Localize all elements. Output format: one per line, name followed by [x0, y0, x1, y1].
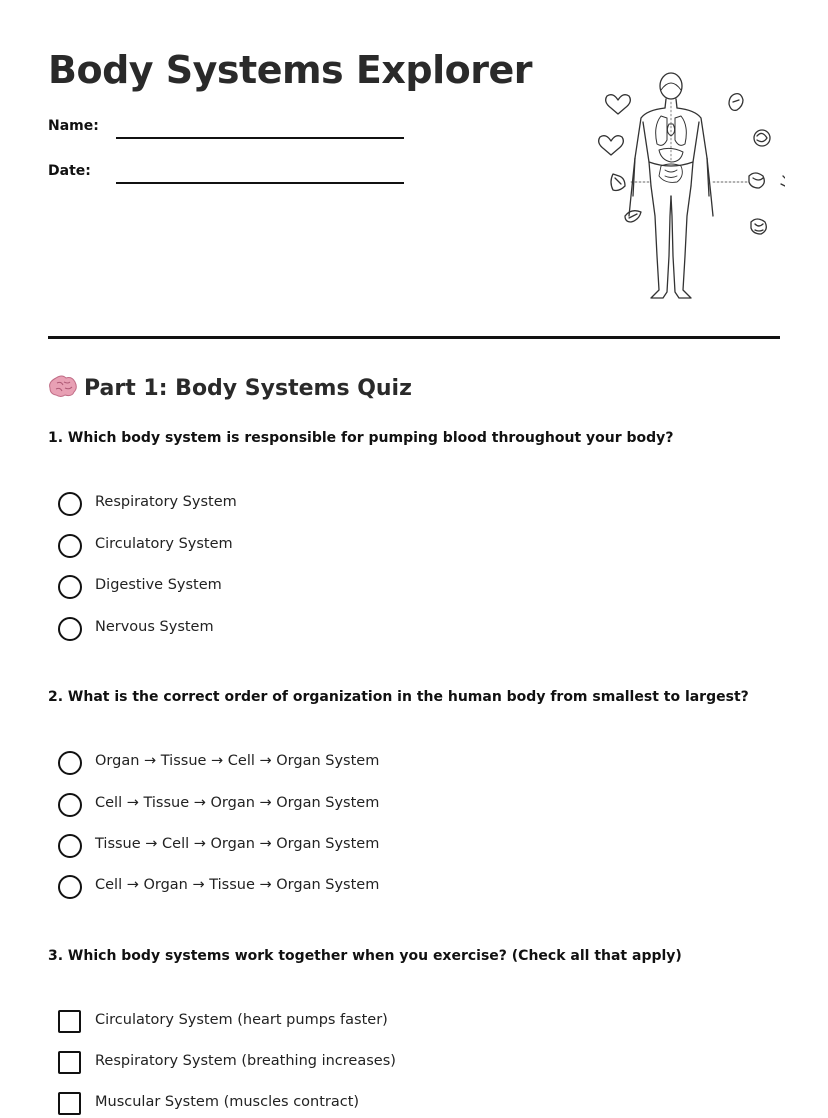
- option-label: Organ → Tissue → Cell → Organ System: [95, 753, 380, 769]
- option-label: Cell → Tissue → Organ → Organ System: [95, 795, 380, 811]
- q1-option-1[interactable]: [58, 492, 658, 518]
- checkbox[interactable]: [58, 1051, 81, 1074]
- q1-option-4[interactable]: [58, 617, 658, 643]
- option-label: Respiratory System: [95, 494, 237, 510]
- option-label: Cell → Organ → Tissue → Organ System: [95, 877, 380, 893]
- q2-option-4[interactable]: [58, 875, 658, 901]
- radio-button[interactable]: [58, 575, 82, 599]
- radio-button[interactable]: [58, 834, 82, 858]
- option-label: Muscular System (muscles contract): [95, 1094, 360, 1110]
- radio-button[interactable]: [58, 751, 82, 775]
- human-body-systems-illustration: [553, 66, 785, 306]
- nerve-tree-icon: [781, 176, 785, 196]
- heart-outline-icon-2: [599, 136, 624, 155]
- checkbox[interactable]: [58, 1092, 81, 1115]
- option-label: Digestive System: [95, 577, 222, 593]
- section-title-text: Part 1: Body Systems Quiz: [84, 376, 412, 401]
- intestine-icon: [749, 173, 764, 188]
- q3-option-1[interactable]: [58, 1010, 658, 1036]
- q1-option-2[interactable]: [58, 534, 658, 560]
- date-field: [48, 163, 408, 187]
- stomach-icon: [611, 174, 625, 191]
- checkbox[interactable]: [58, 1010, 81, 1033]
- q2-option-3[interactable]: [58, 834, 658, 860]
- page-title: Body Systems Explorer: [48, 48, 532, 92]
- question-1: 1. Which body system is responsible for pumping blood throughout your body?: [48, 430, 674, 446]
- question-2: 2. What is the correct order of organization in the human body from smallest to largest?: [48, 689, 749, 705]
- lungs-icon: [754, 130, 770, 146]
- liver-icon: [625, 211, 641, 222]
- name-field: [48, 118, 408, 142]
- colon-icon: [751, 219, 766, 234]
- header-divider: [48, 336, 780, 339]
- q2-option-2[interactable]: [58, 793, 658, 819]
- option-label: Respiratory System (breathing increases): [95, 1053, 396, 1069]
- radio-button[interactable]: [58, 534, 82, 558]
- kidney-icon: [729, 94, 743, 111]
- heart-outline-icon: [606, 95, 631, 114]
- q1-option-3[interactable]: [58, 575, 658, 601]
- section-title-part1: [48, 374, 412, 401]
- radio-button[interactable]: [58, 875, 82, 899]
- worksheet-page: [48, 0, 780, 1118]
- name-label: Name:: [48, 118, 99, 134]
- option-label: Circulatory System: [95, 536, 233, 552]
- radio-button[interactable]: [58, 492, 82, 516]
- q3-option-2[interactable]: [58, 1051, 658, 1077]
- name-blank-line[interactable]: [116, 137, 404, 139]
- date-label: Date:: [48, 163, 91, 179]
- option-label: Nervous System: [95, 619, 214, 635]
- q3-option-3[interactable]: [58, 1092, 658, 1118]
- option-label: Tissue → Cell → Organ → Organ System: [95, 836, 380, 852]
- radio-button[interactable]: [58, 793, 82, 817]
- brain-icon: [48, 374, 78, 398]
- radio-button[interactable]: [58, 617, 82, 641]
- human-figure-icon: [629, 73, 713, 298]
- q2-option-1[interactable]: [58, 751, 658, 777]
- option-label: Circulatory System (heart pumps faster): [95, 1012, 388, 1028]
- question-3: 3. Which body systems work together when you exercise? (Check all that apply): [48, 948, 682, 964]
- date-blank-line[interactable]: [116, 182, 404, 184]
